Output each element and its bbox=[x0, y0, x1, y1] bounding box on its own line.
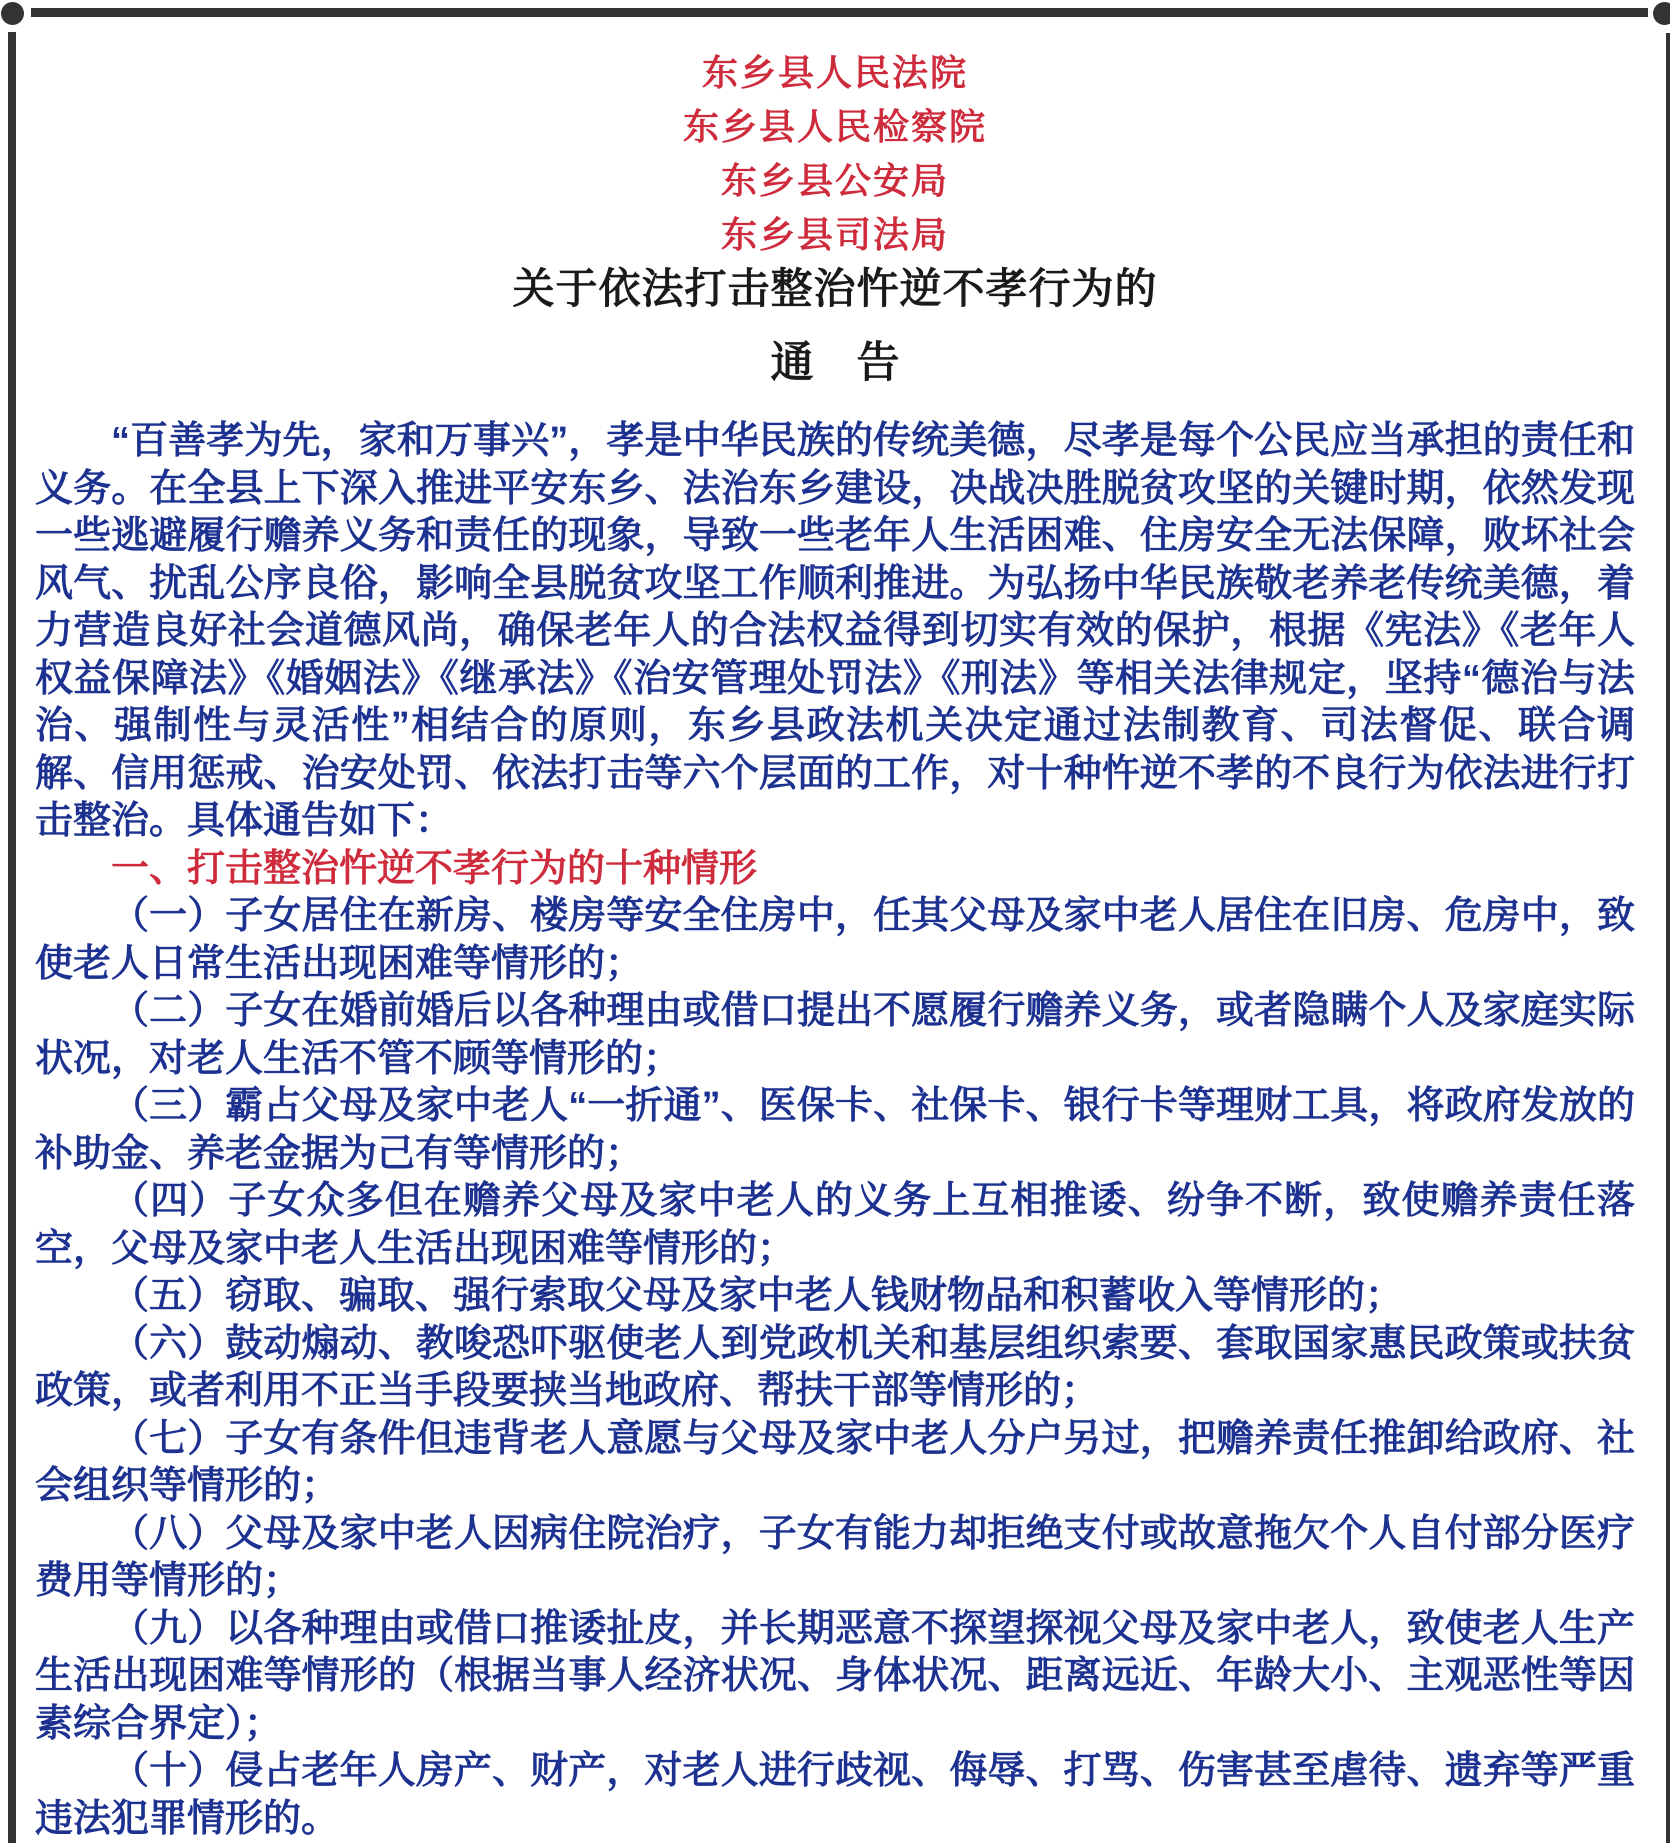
offense-item-6: （六）鼓动煽动、教唆恐吓驱使老人到党政机关和基层组织索要、套取国家惠民政策或扶贫政策，或者利用不正当手段要挟当地政府、帮扶干部等情形的； bbox=[35, 1322, 1635, 1412]
document-type-label: 通 告 bbox=[770, 339, 900, 387]
offense-item-10: （十）侵占老年人房产、财产，对老人进行歧视、侮辱、打骂、伤害甚至虐待、遗弃等严重违法犯罪情形的。 bbox=[35, 1750, 1635, 1840]
document-title: 关于依法打击整治忤逆不孝行为的 bbox=[512, 265, 1158, 312]
issuer-justice-bureau: 东乡县司法局 bbox=[720, 214, 949, 255]
offense-item-8: （八）父母及家中老人因病住院治疗，子女有能力却拒绝支付或故意拖欠个人自付部分医疗费用等情形的； bbox=[35, 1512, 1635, 1602]
offense-item-2: （二）子女在婚前婚后以各种理由或借口提出不愿履行赡养义务，或者隐瞒个人及家庭实际状况，对老人生活不管不顾等情形的； bbox=[35, 990, 1635, 1080]
offense-item-4: （四）子女众多但在赡养父母及家中老人的义务上互相推诿、纷争不断，致使赡养责任落空，父母及家中老人生活出现困难等情形的； bbox=[35, 1180, 1635, 1270]
corner-dot-right-icon bbox=[1653, 2, 1670, 25]
intro-paragraph: “百善孝为先，家和万事兴”，孝是中华民族的传统美德，尽孝是每个公民应当承担的责任和义务。在全县上下深入推进平安东乡、法治东乡建设，决战决胜脱贫攻坚的关键时期，依然发现一些逃避履行赡养义务和责任的现象，导致一些老年人生活困难、住房安全无法保障，败坏社会风气、扰乱公序良俗，影响全县脱贫攻坚工作顺利推进。为弘扬中华民族敬老养老传统美德，着力营造良好社会道德风尚，确保老年人的合法权益得到切实有效的保护，根据《宪法》《老年人权益保障法》《婚姻法》《继承法》《治安管理处罚法》《刑法》等相关法律规定，坚持“德治与法治、强制性与灵活性”相结合的原则，东乡县政法机关决定通过法制教育、司法督促、联合调解、信用惩戒、治安处罚、依法打击等六个层面的工作，对十种忤逆不孝的不良行为依法进行打击整治。具体通告如下： bbox=[35, 420, 1635, 842]
issuer-public-security: 东乡县公安局 bbox=[720, 160, 949, 201]
offense-item-1: （一）子女居住在新房、楼房等安全住房中，任其父母及家中老人居住在旧房、危房中，致使老人日常生活出现困难等情形的； bbox=[35, 895, 1635, 985]
offense-item-7: （七）子女有条件但违背老人意愿与父母及家中老人分户另过，把赡养责任推卸给政府、社会组织等情形的； bbox=[35, 1417, 1635, 1507]
offense-item-5: （五）窃取、骗取、强行索取父母及家中老人钱财物品和积蓄收入等情形的； bbox=[111, 1275, 1404, 1317]
left-border-bar bbox=[8, 32, 16, 1843]
issuer-peoples-court: 东乡县人民法院 bbox=[701, 52, 968, 93]
notice-content bbox=[35, 0, 1635, 1843]
right-border-bar bbox=[1666, 33, 1670, 1843]
offense-item-3: （三）霸占父母及家中老人“一折通”、医保卡、社保卡、银行卡等理财工具，将政府发放的补助金、养老金据为己有等情形的； bbox=[35, 1085, 1635, 1175]
corner-dot-left-icon bbox=[1, 2, 24, 25]
issuing-agencies bbox=[35, 0, 1635, 262]
issuer-procuratorate: 东乡县人民检察院 bbox=[682, 106, 987, 147]
offense-item-9: （九）以各种理由或借口推诿扯皮，并长期恶意不探望探视父母及家中老人，致使老人生产生活出现困难等情形的（根据当事人经济状况、身体状况、距离远近、年龄大小、主观恶性等因素综合界定）； bbox=[35, 1607, 1635, 1745]
notice-body bbox=[35, 418, 1635, 1843]
section-one-heading: 一、打击整治忤逆不孝行为的十种情形 bbox=[111, 847, 758, 890]
